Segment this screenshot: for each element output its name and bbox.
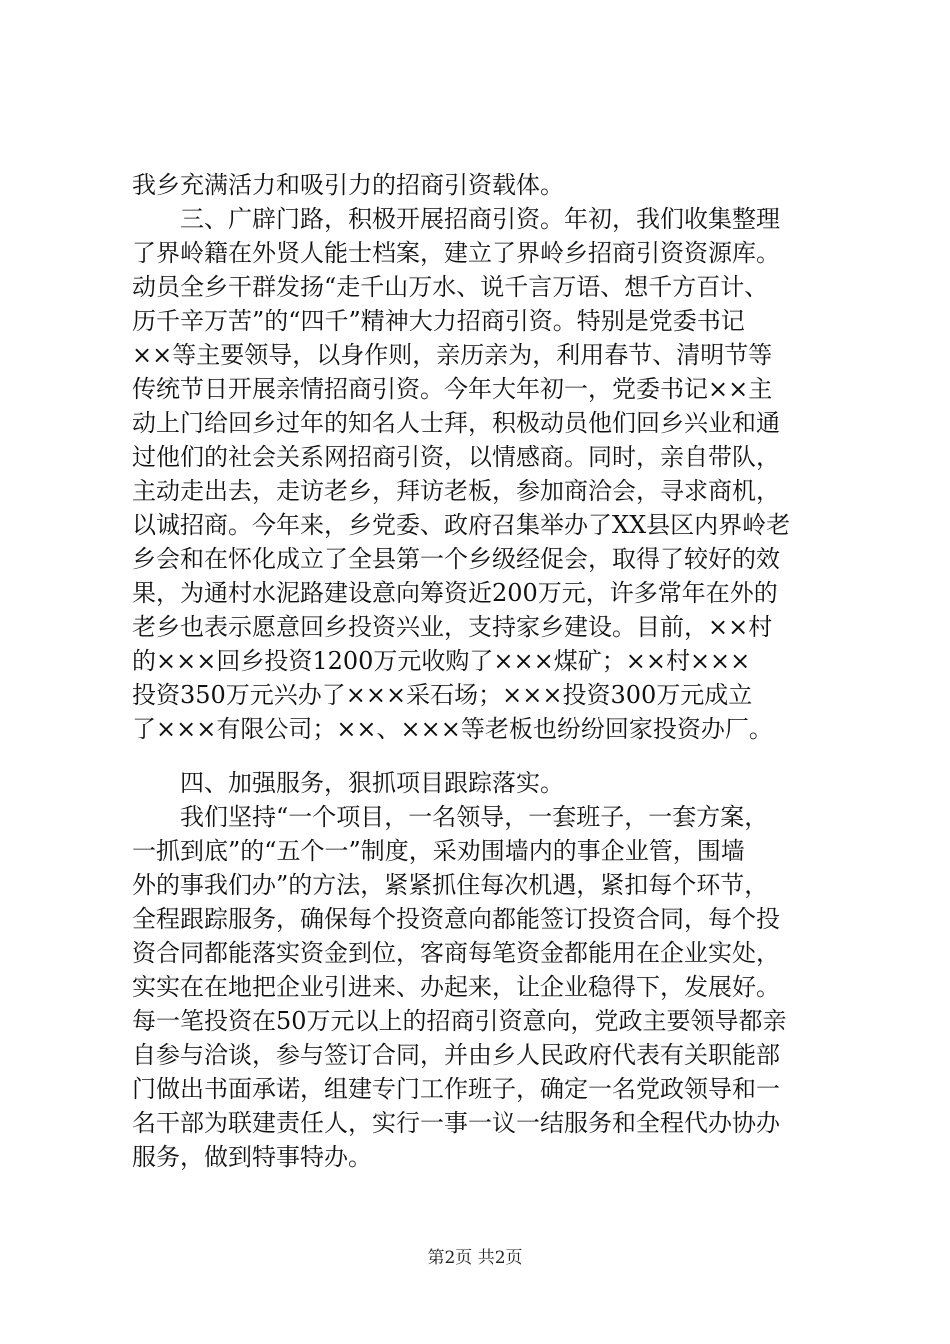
paragraph-line: 资合同都能落实资金到位，客商每笔资金都能用在企业实处，: [132, 939, 780, 967]
paragraph-line: 老乡也表示愿意回乡投资兴业，支持家乡建设。目前，××村: [132, 613, 773, 641]
paragraph-line: 了界岭籍在外贤人能士档案，建立了界岭乡招商引资资源库。: [132, 239, 780, 267]
paragraph-line: 乡会和在怀化成立了全县第一个乡级经促会，取得了较好的效: [132, 545, 780, 573]
paragraph-line: 全程跟踪服务，确保每个投资意向都能签订投资合同，每个投: [132, 905, 780, 933]
paragraph-line: 服务，做到特事特办。: [132, 1143, 372, 1171]
paragraph-line: 过他们的社会关系网招商引资，以情感商。同时，亲自带队，: [132, 443, 780, 471]
section-four-heading: 四、加强服务，狠抓项目跟踪落实。: [180, 769, 564, 797]
paragraph-line: 以诚招商。今年来，乡党委、政府召集举办了XX县区内界岭老: [132, 511, 791, 539]
paragraph-line: 的×××回乡投资1200万元收购了×××煤矿；××村×××: [132, 647, 751, 675]
paragraph-line: 每一笔投资在50万元以上的招商引资意向，党政主要领导都亲: [132, 1007, 787, 1035]
paragraph-line: 动上门给回乡过年的知名人士拜，积极动员他们回乡兴业和通: [132, 409, 780, 437]
paragraph-line: 传统节日开展亲情招商引资。今年大年初一，党委书记××主: [132, 375, 773, 403]
paragraph-line: 我们坚持“一个项目，一名领导，一套班子，一套方案，: [180, 803, 769, 831]
page-number-footer: 第2页 共2页: [427, 1248, 523, 1268]
paragraph-line: 动员全乡干群发扬“走千山万水、说千言万语、想千方百计、: [132, 273, 769, 301]
paragraph-line: 门做出书面承诺，组建专门工作班子，确定一名党政领导和一: [132, 1075, 780, 1103]
paragraph-line: 历千辛万苦”的“四千”精神大力招商引资。特别是党委书记: [132, 307, 745, 335]
paragraph-line: 名干部为联建责任人，实行一事一议一结服务和全程代办协办: [132, 1109, 780, 1137]
paragraph-line: 实实在在地把企业引进来、办起来，让企业稳得下，发展好。: [132, 973, 780, 1001]
paragraph-line: 了×××有限公司；××、×××等老板也纷纷回家投资办厂。: [132, 715, 773, 743]
paragraph-line: 投资350万元兴办了×××采石场；×××投资300万元成立: [132, 681, 753, 709]
paragraph-line: 我乡充满活力和吸引力的招商引资载体。: [132, 171, 564, 199]
paragraph-line: 主动走出去，走访老乡，拜访老板，参加商洽会，寻求商机，: [132, 477, 780, 505]
paragraph-line: 果，为通村水泥路建设意向筹资近200万元，许多常年在外的: [132, 579, 778, 607]
paragraph-line: 一抓到底”的“五个一”制度，采劝围墙内的事企业管，围墙: [132, 837, 745, 865]
paragraph-line: 自参与洽谈，参与签订合同，并由乡人民政府代表有关职能部: [132, 1041, 780, 1069]
paragraph-line: 外的事我们办”的方法，紧紧抓住每次机遇，紧扣每个环节，: [132, 871, 769, 899]
paragraph-line: ××等主要领导，以身作则，亲历亲为，利用春节、清明节等: [132, 341, 773, 369]
section-three-heading-line: 三、广辟门路，积极开展招商引资。年初，我们收集整理: [180, 205, 780, 233]
